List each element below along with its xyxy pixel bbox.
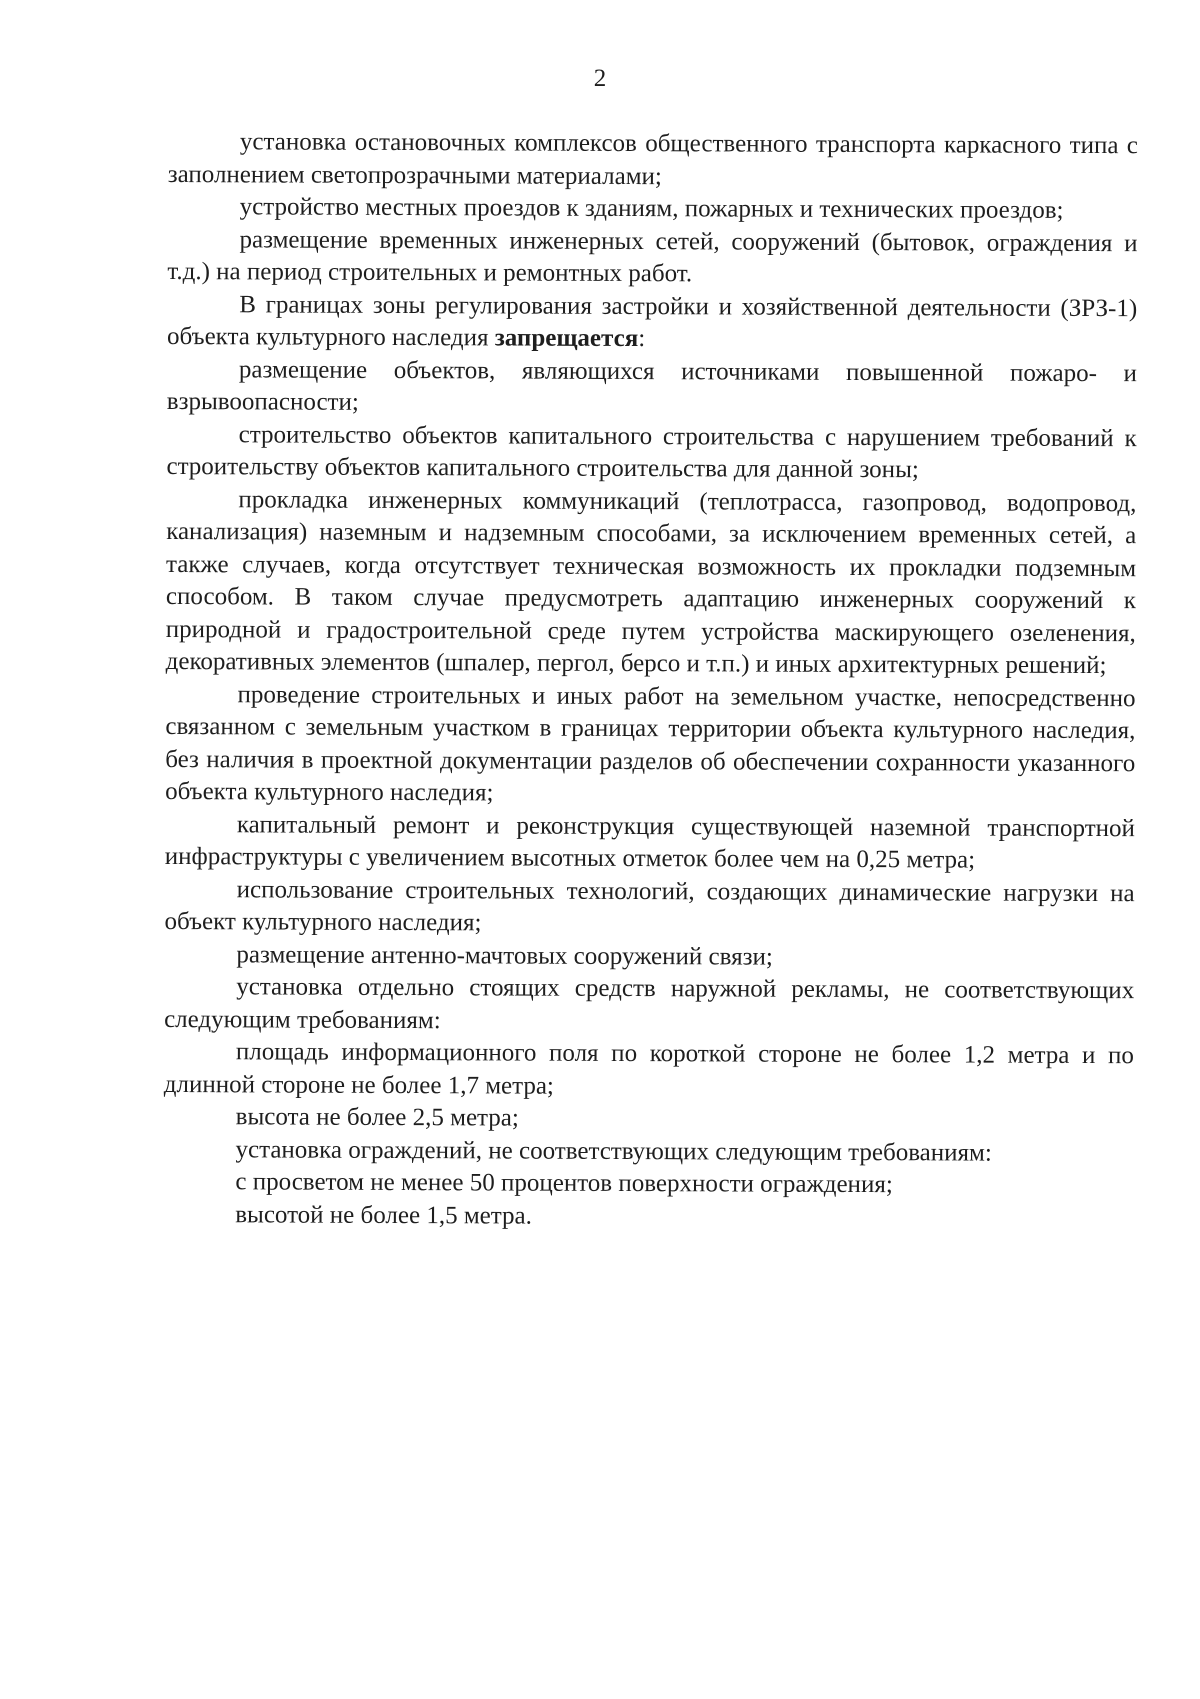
paragraph-fence-transparency: с просветом не менее 50 процентов поверхности ограждения; bbox=[235, 1168, 893, 1199]
paragraph-utility-lines: прокладка инженерных коммуникаций (теплотрасса, газопровод, водопровод, канализация) наземным и надземным способами, за исключением временных сетей, а также случаев, когда отсутствует техническая возможность их прокладки подземным способом. В таком случае предусмотреть адаптацию инженерных сооружений к природной и градостроительной среде путем устройства маскирующего озеленения, декоративных элементов (шпалер, пергол, берсо и т.п.) и иных архитектурных решений; bbox=[165, 485, 1137, 680]
intro-text: В границах зоны регулирования застройки и хозяйственной деятельности (ЗРЗ-1) объекта культурного наследия bbox=[167, 290, 1138, 352]
paragraph-transport-infrastructure: капитальный ремонт и реконструкция существующей наземной транспортной инфраструктуры с увеличением высотных отметок более чем на 0,25 метра; bbox=[164, 810, 1136, 874]
paragraph-advertising-height: высота не более 2,5 метра; bbox=[235, 1103, 519, 1132]
paragraph-dynamic-loads: использование строительных технологий, создающих динамические нагрузки на объект культурного наследия; bbox=[164, 875, 1135, 937]
paragraph-antenna-structures: размещение антенно-мачтовых сооружений связи; bbox=[236, 940, 773, 971]
paragraph-fire-hazard-objects: размещение объектов, являющихся источниками повышенной пожаро- и взрывоопасности; bbox=[166, 355, 1137, 416]
paragraph-zone-prohibitions-intro bbox=[167, 288, 1137, 357]
paragraph-info-field-size: площадь информационного поля по короткой стороне не более 1,2 метра и по длинной стороне не более 1,7 метра; bbox=[163, 1038, 1135, 1100]
paragraph-fence-height: высотой не более 1,5 метра. bbox=[235, 1200, 532, 1230]
paragraph-bus-stops: установка остановочных комплексов общественного транспорта каркасного типа с заполнением светопрозрачными материалами; bbox=[167, 128, 1138, 190]
paragraph-fences: установка ограждений, не соответствующих следующим требованиям: bbox=[235, 1135, 992, 1167]
intro-colon: : bbox=[638, 325, 646, 353]
paragraph-outdoor-advertising: установка отдельно стоящих средств наружной рекламы, не соответствующих следующим требованиям: bbox=[164, 973, 1135, 1034]
document-body bbox=[163, 126, 1138, 1235]
paragraph-capital-construction: строительство объектов капитального строительства с нарушением требований к строительству объектов капитального строительства для данной зоны; bbox=[166, 420, 1137, 484]
paragraph-construction-works: проведение строительных и иных работ на земельном участке, непосредственно связанном с земельным участком в границах территории объекта культурного наследия, без наличия в проектной документации разделов об обеспечении сохранности указанного объекта культурного наследия; bbox=[165, 680, 1136, 807]
prohibited-keyword: запрещается bbox=[494, 324, 639, 353]
page-number: 2 bbox=[593, 65, 607, 92]
paragraph-temporary-networks: размещение временных инженерных сетей, сооружений (бытовок, ограждения и т.д.) на период строительных и ремонтных работ. bbox=[167, 225, 1138, 288]
paragraph-local-driveways: устройство местных проездов к зданиям, пожарных и технических проездов; bbox=[239, 193, 1064, 224]
